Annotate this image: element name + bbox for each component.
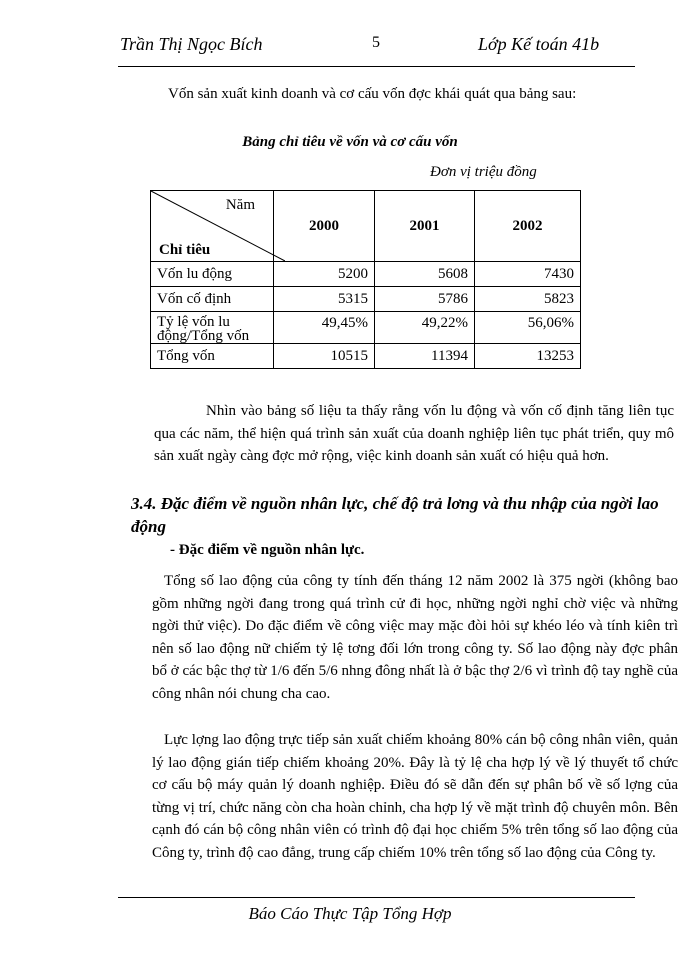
table-cell: 5315: [274, 287, 375, 312]
table-cell: 49,45%: [274, 312, 375, 344]
table-corner-cell: [151, 191, 274, 262]
class-name: Lớp Kế toán 41b: [478, 34, 600, 54]
year-header: 2000: [274, 191, 375, 262]
header-rule: [118, 66, 635, 67]
analysis-paragraph: Nhìn vào bảng số liệu ta thấy rằng vốn lu động và vốn cố định tăng liên tục qua các năm, thể hiện quá trình sản xuất của doanh nghiệp liên tục phát triển, quy mô sản xuất ngày càng đợc mở rộng, việc kinh doanh sản xuất có hiệu quả hơn.: [154, 403, 674, 464]
table-row: [151, 312, 581, 344]
workforce-paragraph: Tổng số lao động của công ty tính đến tháng 12 năm 2002 là 375 ngời (không bao gồm những ngời đang trong quá trình cử đi học, những ngời nghỉ chờ việc và những ngời thử việc). Do đặc điểm về công việc may mặc đòi hỏi sự khéo léo và tính kiên trì nên số lao động nữ chiếm tỷ lệ tơng đối lớn trong công ty. Số lao động này đợc phân bổ ở các bậc thợ từ 1/6 đến 5/6 nhng đông nhất là ở bậc thợ 2/6 vì trình độ tay nghề của công nhân nói chung cha cao.: [152, 573, 678, 702]
table-cell: 5608: [375, 262, 475, 287]
section-heading: 3.4. Đặc điểm về nguồn nhân lực, chế độ trả lơng và thu nhập của ngời lao động: [131, 494, 659, 536]
table-cell: 5823: [475, 287, 581, 312]
table-row: [151, 287, 581, 312]
table-header-row: [151, 191, 581, 262]
table-unit: Đơn vị triệu đồng: [430, 164, 537, 180]
table-cell: 13253: [475, 344, 581, 369]
author-name: Trần Thị Ngọc Bích: [120, 34, 263, 54]
intro-text: Vốn sản xuất kinh doanh và cơ cấu vốn đợc khái quát qua bảng sau:: [168, 86, 577, 102]
year-header: 2002: [475, 191, 581, 262]
table-cell: 11394: [375, 344, 475, 369]
row-label: Vốn cố định: [151, 287, 274, 312]
capital-table: [150, 190, 581, 369]
table-cell: 5200: [274, 262, 375, 287]
year-header: 2001: [375, 191, 475, 262]
table-cell: 7430: [475, 262, 581, 287]
page-header: [0, 34, 700, 64]
table-cell: 56,06%: [475, 312, 581, 344]
page-number: 5: [372, 34, 380, 51]
corner-year-label: Năm: [225, 197, 255, 213]
row-label: Tỷ lệ vốn lu động/Tổng vốn: [151, 312, 274, 344]
section-subheading: - Đặc điểm về nguồn nhân lực.: [170, 542, 365, 558]
row-label: Tổng vốn: [151, 344, 274, 369]
table-cell: 5786: [375, 287, 475, 312]
table-title: Bảng chỉ tiêu về vốn và cơ cấu vốn: [242, 134, 458, 150]
table-cell: 10515: [274, 344, 375, 369]
page-footer: Báo Cáo Thực Tập Tổng Hợp: [248, 904, 452, 923]
table-row: [151, 344, 581, 369]
table-cell: 49,22%: [375, 312, 475, 344]
labor-structure-paragraph: Lực lợng lao động trực tiếp sản xuất chiếm khoảng 80% cán bộ công nhân viên, quản lý lao động gián tiếp chiếm khoảng 20%. Đây là tỷ lệ cha hợp lý về lý thuyết tổ chức cơ cấu bộ máy quản lý doanh nghiệp. Điều đó sẽ dẫn đến sự phân bố về số lợng của từng vị trí, chức năng còn cha hoàn chỉnh, cha hợp lý về mặt trình độ chuyên môn. Bên cạnh đó cán bộ công nhân viên có trình độ đại học chiếm 5% trên tổng số lao động của Công ty, trình độ cao đẳng, trung cấp chiếm 10% trên tổng số lao động của Công ty.: [152, 732, 678, 861]
corner-item-label: Chỉ tiêu: [159, 242, 211, 258]
footer-rule: [118, 897, 635, 898]
row-label: Vốn lu động: [151, 262, 274, 287]
table-row: [151, 262, 581, 287]
